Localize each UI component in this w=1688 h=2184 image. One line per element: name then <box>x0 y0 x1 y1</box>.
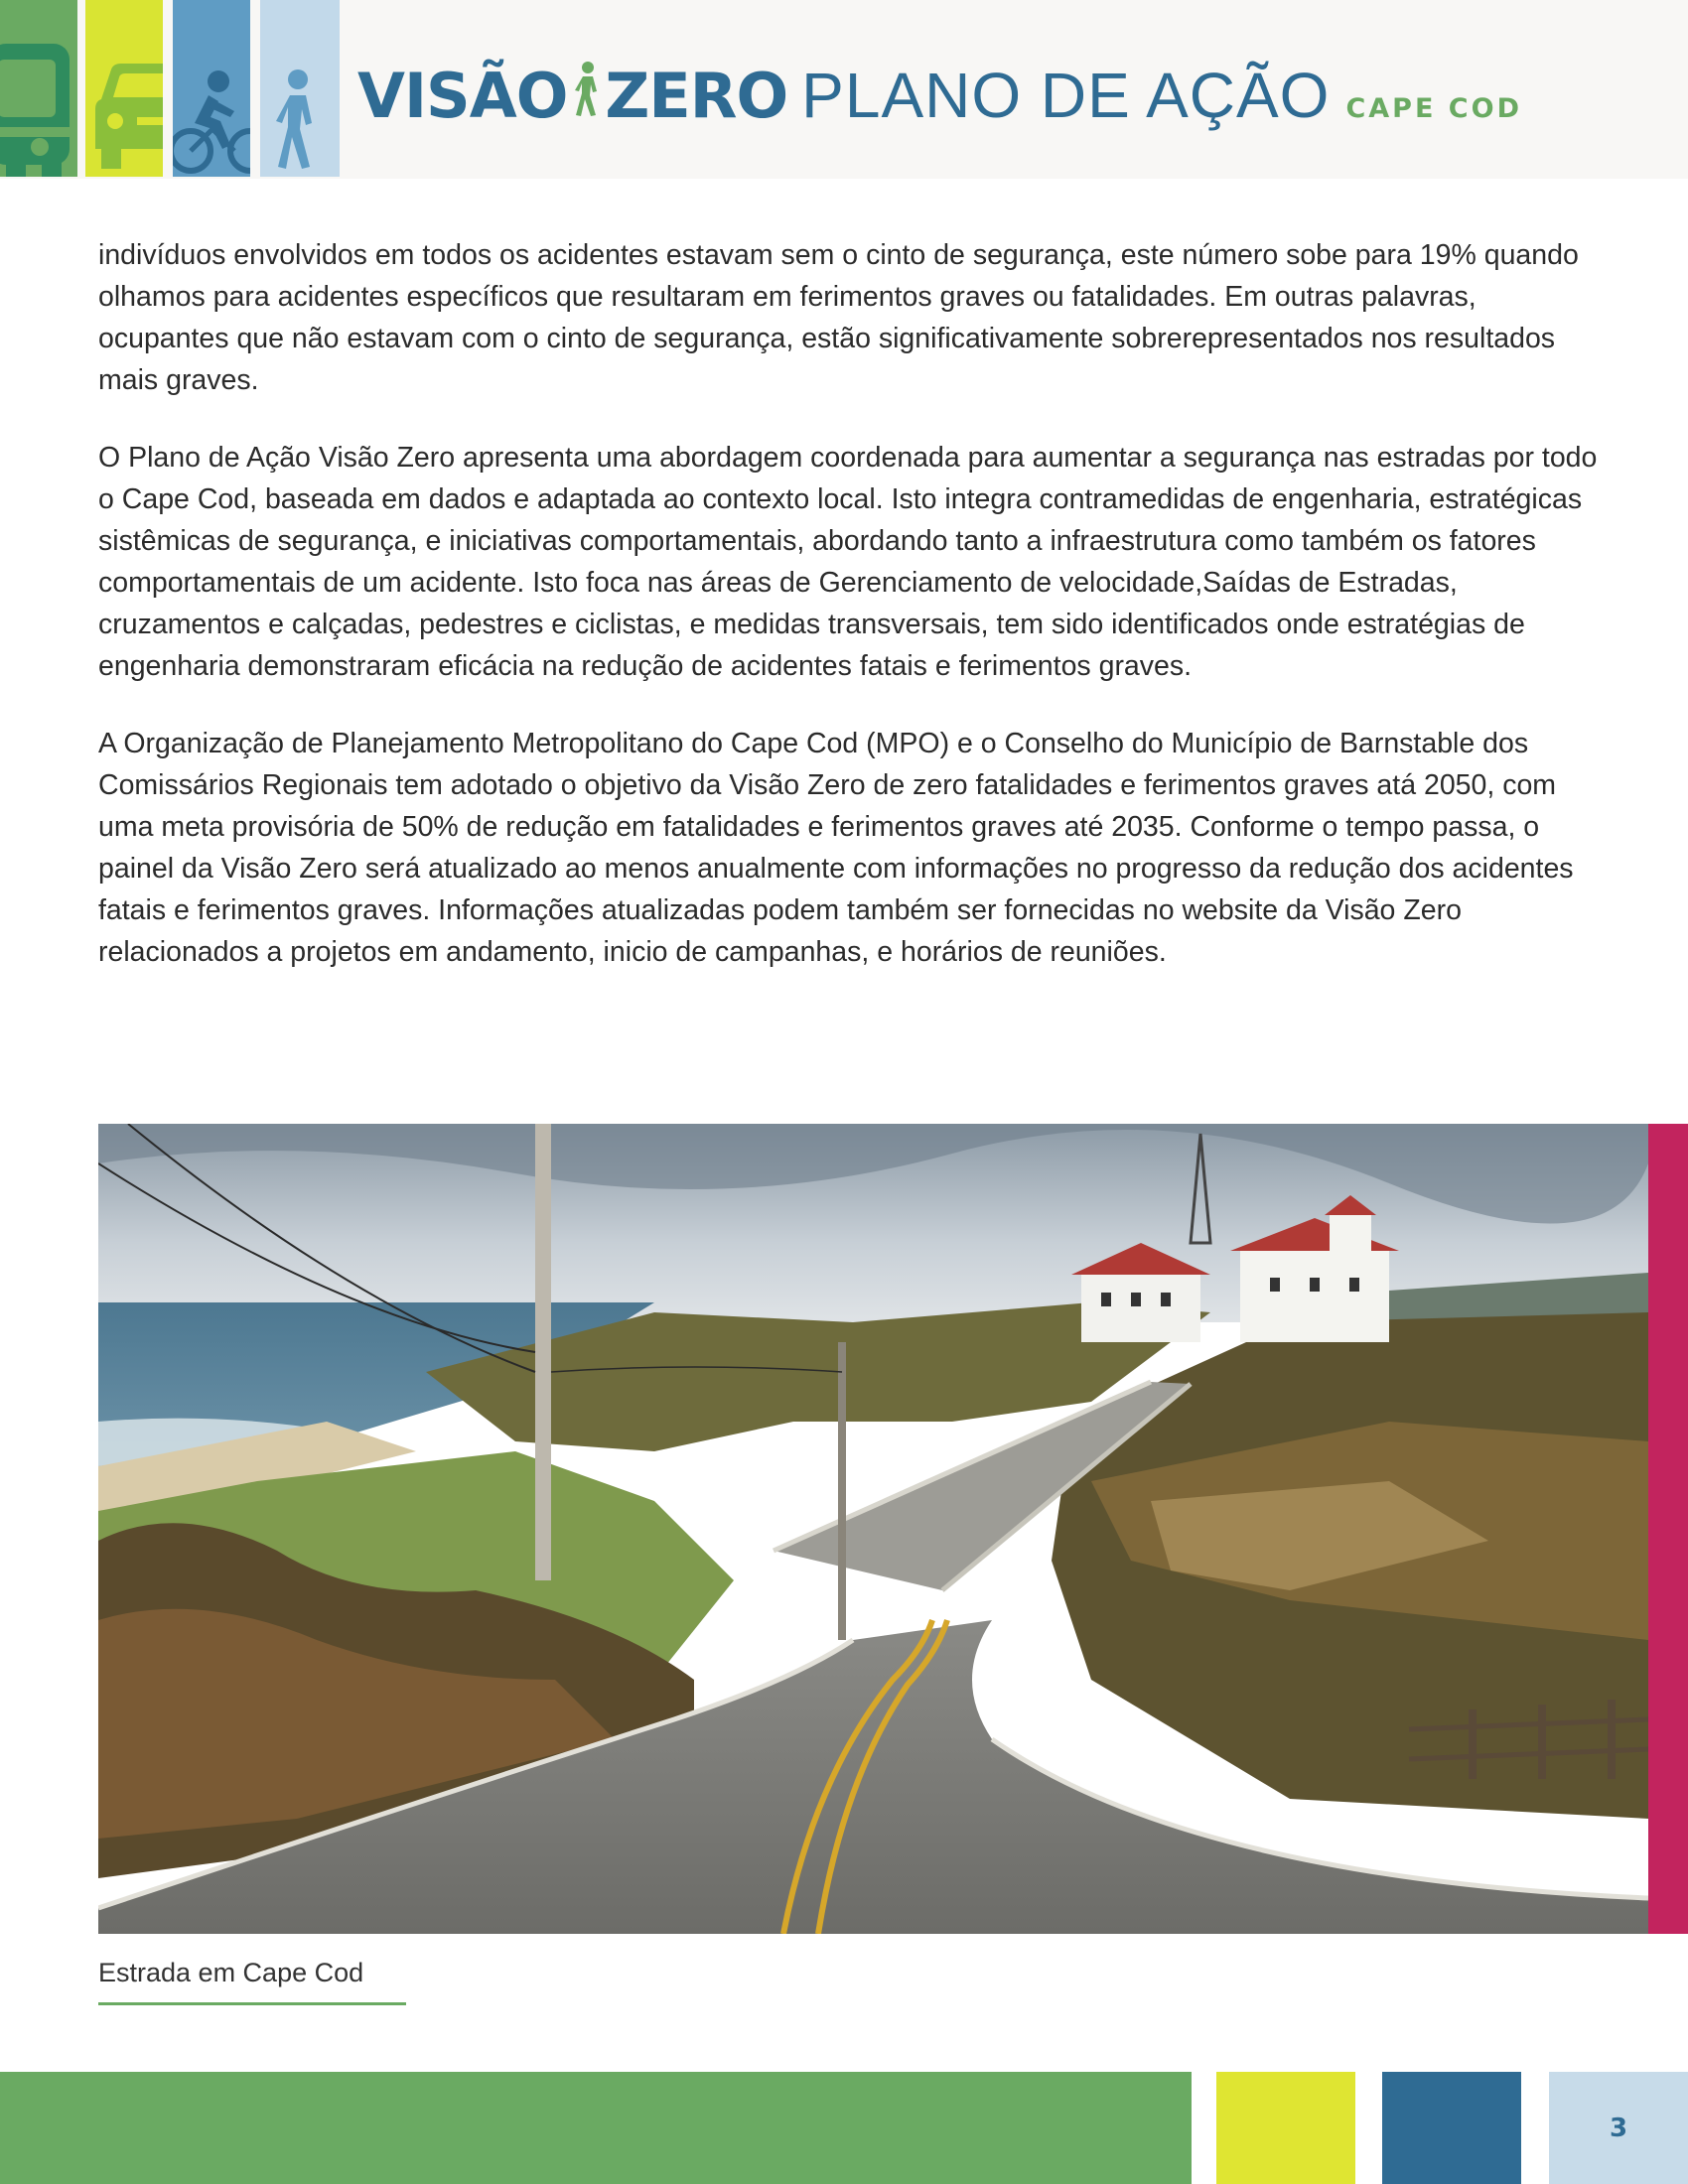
document-title <box>357 58 1522 147</box>
bus-icon <box>0 0 77 177</box>
title-zero: ZERO <box>605 60 788 132</box>
body-text <box>98 234 1598 1009</box>
paragraph-action-plan: O Plano de Ação Visão Zero apresenta uma abordagem coordenada para aumentar a segurança nas estradas por todo o Cape Cod, baseada em dados e adaptada ao contexto local. Isto integra contramedidas de engenharia, estratégicas sistêmicas de segurança, e iniciativas comportamentais, abordando tanto a infraestrutura como também os fatores comportamentais de um acidente. Isto foca nas áreas de Gerenciamento de velocidade,Saídas de Estradas, cruzamentos e calçadas, pedestres e ciclistas, e medidas transversais, tem sido identificados onde estratégias de engenharia demonstraram eficácia na redução de acidentes fatais e ferimentos graves. <box>98 442 1598 682</box>
title-cape-cod: CAPE COD <box>1345 93 1522 124</box>
footer-block-blue <box>1382 2072 1521 2184</box>
caption-underline <box>98 2002 406 2005</box>
bicycle-icon <box>173 0 250 177</box>
header-tile-pedestrian <box>260 0 340 177</box>
header-tile-bus <box>0 0 77 177</box>
footer-block-light-blue <box>1549 2072 1688 2184</box>
accent-bar <box>1648 1124 1688 1934</box>
page-number: 3 <box>1609 2113 1628 2143</box>
paragraph-seatbelt: indivíduos envolvidos em todos os acidentes estavam sem o cinto de segurança, este número sobe para 19% quando olhamos para acidentes específicos que resultaram em ferimentos graves ou fatalidades. Em outras palavras, ocupantes que não estavam com o cinto de segurança, estão significativamente sobrerepresentados nos resultados mais graves. <box>98 239 1579 396</box>
car-icon <box>85 0 163 177</box>
pedestrian-icon <box>260 0 340 177</box>
photo-caption: Estrada em Cape Cod <box>98 1958 364 1987</box>
footer-band-green <box>0 2072 1192 2184</box>
road-photo <box>98 1124 1648 1934</box>
title-plano-de-acao: PLANO DE AÇÃO <box>801 60 1331 131</box>
road-landscape-image <box>98 1124 1648 1934</box>
paragraph-mpo-goal: A Organização de Planejamento Metropolitano do Cape Cod (MPO) e o Conselho do Município de Barnstable dos Comissários Regionais tem adotado o objetivo da Visão Zero de zero fatalidades e ferimentos graves atá 2050, com uma meta provisória de 50% de redução em fatalidades e ferimentos graves até 2035. Conforme o tempo passa, o painel da Visão Zero será atualizado ao menos anualmente com informações no progresso da redução dos acidentes fatais e ferimentos graves. Informações atualizadas podem também ser fornecidas no website da Visão Zero relacionados a projetos em andamento, inicio de campanhas, e horários de reuniões. <box>98 728 1574 968</box>
header-tile-car <box>85 0 163 177</box>
title-visao: VISÃO <box>357 60 568 132</box>
page-header <box>0 0 1688 179</box>
footer-block-yellow <box>1216 2072 1355 2184</box>
walking-person-icon <box>569 58 603 117</box>
header-tile-bicycle <box>173 0 250 177</box>
